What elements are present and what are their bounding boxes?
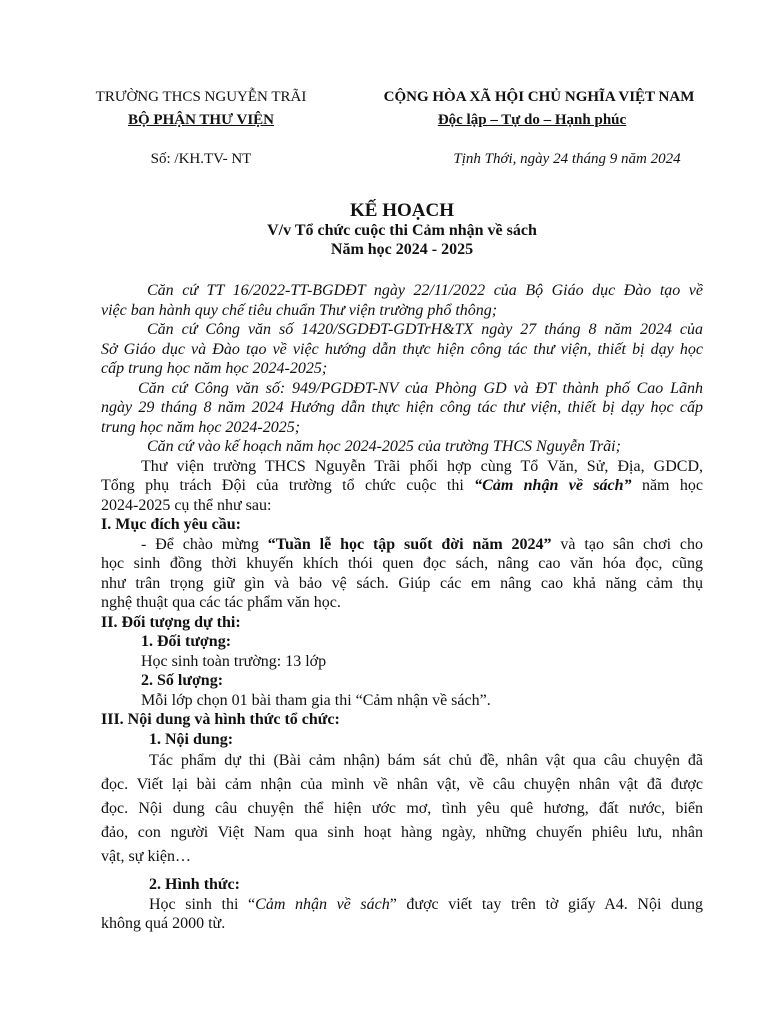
content-line: đọc. Viết lại bài cảm nhận của mình về nhân vật, về câu chuyện nhân vật đã được xyxy=(101,776,703,793)
department-name: BỘ PHẬN THƯ VIỆN xyxy=(128,112,274,128)
contest-name: Cảm nhận về sách xyxy=(255,895,390,913)
basis-line: việc ban hành quy chế tiêu chuẩn Thư viện trường phổ thông; xyxy=(101,301,498,319)
document-title: KẾ HOẠCH xyxy=(350,200,454,221)
basis-line: Căn cứ TT 16/2022-TT-BGDĐT ngày 22/11/2022 của Bộ Giáo dục Đào tạo về xyxy=(147,282,703,299)
purpose-line: như trân trọng giữ gìn và bảo vệ sách. Giúp các em nâng cao khả năng cảm thụ xyxy=(101,574,703,592)
form-line: không quá 2000 từ. xyxy=(101,915,226,932)
intro-line: 2024-2025 cụ thể như sau: xyxy=(101,496,272,514)
form-line: Học sinh thi “Cảm nhận về sách” được viết tay trên tờ giấy A4. Nội dung xyxy=(149,895,704,913)
document-number: Số: /KH.TV- NT xyxy=(150,151,252,167)
motto: Độc lập – Tự do – Hạnh phúc xyxy=(437,112,627,128)
intro-line: Tổng phụ trách Đội của trường tổ chức cuộc thi “Cảm nhận về sách” năm học xyxy=(101,477,703,494)
basis-line: ngày 29 tháng 8 năm 2024 Hướng dẫn thực hiện công tác thư viện, thiết bị dạy học cấp xyxy=(101,399,703,416)
section-heading: II. Đối tượng dự thi: xyxy=(101,613,241,631)
basis-line: Căn cứ Công văn số: 949/PGDĐT-NV của Phòng GD và ĐT thành phố Cao Lãnh xyxy=(138,379,703,397)
school-year: Năm học 2024 - 2025 xyxy=(330,241,474,258)
subsection-heading: 2. Hình thức: xyxy=(149,876,240,893)
participants-text: Học sinh toàn trường: 13 lớp xyxy=(141,652,327,670)
section-heading: III. Nội dung và hình thức tổ chức: xyxy=(101,711,340,728)
intro-line: Thư viện trường THCS Nguyễn Trãi phối hợp cùng Tổ Văn, Sử, Địa, GDCD, xyxy=(141,457,703,475)
document-body xyxy=(101,281,703,934)
contest-name: “Cảm nhận về sách” xyxy=(474,477,632,494)
form-paragraph xyxy=(101,895,703,934)
subsection-heading: 1. Nội dung: xyxy=(149,730,234,748)
republic-title: CỘNG HÒA XÃ HỘI CHỦ NGHĨA VIỆT NAM xyxy=(383,89,695,105)
subsection-heading: 1. Đối tượng: xyxy=(141,633,232,650)
event-name: “Tuần lễ học tập suốt đời năm 2024” xyxy=(267,535,552,553)
basis-line: Căn cứ vào kế hoạch năm học 2024-2025 của trường THCS Nguyễn Trãi; xyxy=(147,438,621,455)
school-name: TRƯỜNG THCS NGUYỄN TRÃI xyxy=(95,89,307,105)
section-heading: I. Mục đích yêu cầu: xyxy=(101,516,241,533)
purpose-line: - Để chào mừng “Tuần lễ học tập suốt đời năm 2024” và tạo sân chơi cho xyxy=(141,535,704,553)
intro-paragraph xyxy=(101,457,703,516)
content-line: đọc. Nội dung câu chuyện thể hiện ước mơ, tình yêu quê hương, đất nước, biển xyxy=(101,800,703,817)
place-date: Tịnh Thới, ngày 24 tháng 9 năm 2024 xyxy=(453,151,681,167)
purpose-paragraph xyxy=(101,535,703,613)
content-line: đảo, con người Việt Nam qua sinh hoạt hàng ngày, những chuyến phiêu lưu, nhân xyxy=(101,824,703,841)
subsection-heading: 2. Số lượng: xyxy=(141,672,224,689)
quantity-text: Mỗi lớp chọn 01 bài tham gia thi “Cảm nhận về sách”. xyxy=(141,691,491,709)
basis-line: cấp trung học năm học 2024-2025; xyxy=(101,360,328,377)
basis-line: Căn cứ Công văn số 1420/SGDĐT-GDTrH&TX ngày 27 tháng 8 năm 2024 của xyxy=(147,321,703,338)
content-line: vật, sự kiện… xyxy=(101,848,191,865)
content-paragraph xyxy=(101,749,703,869)
purpose-line: nghệ thuật qua các tác phẩm văn học. xyxy=(101,594,341,611)
purpose-line: học sinh đồng thời khuyến khích thói quen đọc sách, nâng cao văn hóa đọc, cũng xyxy=(101,555,703,572)
legal-basis xyxy=(101,281,703,457)
document-subject: V/v Tổ chức cuộc thi Cảm nhận về sách xyxy=(267,222,537,239)
basis-line: Sở Giáo dục và Đào tạo về việc hướng dẫn thực hiện công tác thư viện, thiết bị dạy học xyxy=(101,340,703,358)
content-line: Tác phẩm dự thi (Bài cảm nhận) bám sát chủ đề, nhân vật qua câu chuyện đã xyxy=(149,752,703,769)
basis-line: trung học năm học 2024-2025; xyxy=(101,418,301,436)
